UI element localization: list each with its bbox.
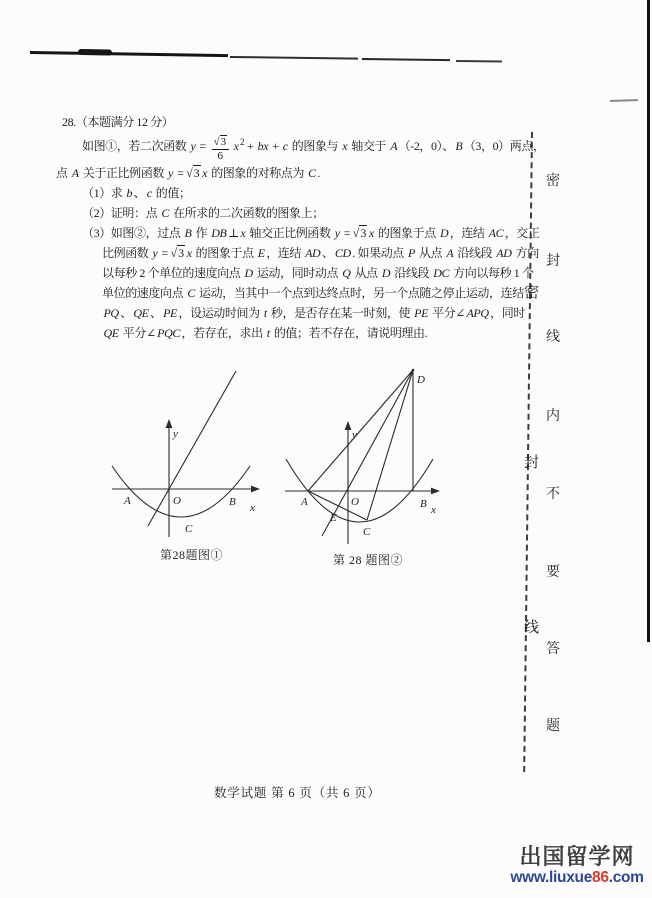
seal-line-char: 线 — [524, 620, 540, 636]
figure-1 — [100, 358, 270, 568]
seal-note-char: 答 — [546, 642, 560, 657]
seal-note-char: 封 — [546, 254, 560, 269]
seal-note-char: 线 — [546, 330, 560, 345]
seal-note-char: 密 — [546, 174, 560, 189]
problem-text-line: 以每秒 2 个单位的速度向点 D 运动，同时动点 Q 从点 D 沿线段 DC 方向以每秒 1 个 — [102, 266, 534, 280]
fig2-segment-AD — [308, 370, 413, 491]
seal-note-char: 内 — [546, 409, 560, 424]
seal-note-char: 不 — [546, 487, 560, 502]
fig2-label-B: B — [420, 498, 427, 510]
problem-text-line: 28.（本题满分 12 分） — [62, 115, 174, 129]
fig2-label-x: x — [431, 504, 436, 516]
problem-text-line: 点 A 关于正比例函数 y = √3 x 的图象的对称点为 C . — [56, 166, 320, 180]
watermark — [501, 845, 652, 886]
fig1-label-x: x — [250, 502, 255, 514]
problem-text-line: 单位的速度向点 C 运动，当其中一个点到达终点时，另一个点随之停止运动，连结 — [102, 286, 524, 300]
fig2-label-y: y — [352, 429, 357, 441]
fig2-segment-DC — [367, 370, 413, 520]
fig1-label-O: O — [173, 495, 181, 507]
figure-2-caption: 第 28 题图② — [333, 553, 404, 567]
seal-note-char: 题 — [546, 719, 560, 734]
scan-artifact-line — [230, 56, 358, 60]
scan-artifact-line — [456, 60, 502, 63]
scan-artifact-dash — [610, 99, 638, 102]
watermark-url-num: 86 — [592, 869, 609, 886]
seal-line-char: 封 — [524, 455, 540, 471]
problem-text-line: （2）证明：点 C 在所求的二次函数的图象上； — [82, 206, 324, 220]
fig1-y-arrow — [166, 419, 173, 428]
page-edge-line — [647, 0, 650, 642]
problem-text-line: 如图①，若二次函数 y = $\frac{√3}{6}$ x $^2$ + bx + c 的图象与 x 轴交于 A （-2，0）、 B （3，0）两点， — [82, 136, 545, 162]
fig2-y-arrow — [345, 421, 352, 430]
fig1-proportional-line — [148, 371, 236, 526]
scan-artifact-line — [362, 58, 450, 61]
problem-text-line: QE 平分∠ PQC ，若存在，求出 t 的值；若不存在，请说明理由. — [103, 326, 428, 340]
problem-text-line: （1）求 b 、 c 的值； — [82, 186, 191, 200]
fig1-x-arrow — [251, 486, 260, 493]
seal-line-char: 密 — [524, 285, 540, 301]
fig1-label-B: B — [229, 496, 236, 508]
page-footer: 数学试题 第 6 页（共 6 页） — [214, 786, 381, 800]
scan-artifact-blob — [78, 49, 112, 56]
problem-28-text — [0, 112, 560, 343]
fig2-label-A: A — [301, 496, 308, 508]
fig2-label-O: O — [351, 496, 359, 508]
watermark-url — [501, 869, 652, 886]
scan-artifact-line — [30, 51, 228, 57]
fig2-point-D — [412, 369, 415, 372]
watermark-url-pre: www.liuxue — [510, 869, 593, 886]
fig1-parabola — [112, 466, 250, 517]
watermark-site-name: 出国留学网 — [519, 844, 635, 869]
problem-text-line: （3）如图②，过点 B 作 DB ⊥ x 轴交正比例函数 y = √3 x 的图象于点 D ，连结 AC ，交正 — [82, 226, 540, 240]
seal-note-char: 要 — [546, 565, 560, 580]
fig1-label-A: A — [124, 495, 131, 507]
fig2-label-C: C — [363, 526, 371, 538]
watermark-url-post: .com — [608, 869, 644, 886]
fig2-x-arrow — [431, 488, 440, 495]
problem-text-line: PQ 、 QE 、 PE ，设运动时间为 t 秒，是否存在某一时刻，使 PE 平分∠ APQ ，同时 — [103, 306, 525, 320]
fig2-label-E: E — [330, 512, 337, 524]
figure-1-caption: 第28题图① — [160, 548, 224, 562]
figure-2 — [278, 360, 448, 575]
fig1-label-y: y — [173, 428, 178, 440]
problem-text-line: 比例函数 y = √3 x 的图象于点 E ，连结 AD 、 CD . 如果动点 P 从点 A 沿线段 AD 方向 — [102, 246, 539, 260]
fig1-label-C: C — [185, 523, 193, 535]
fig2-label-D: D — [417, 374, 425, 386]
